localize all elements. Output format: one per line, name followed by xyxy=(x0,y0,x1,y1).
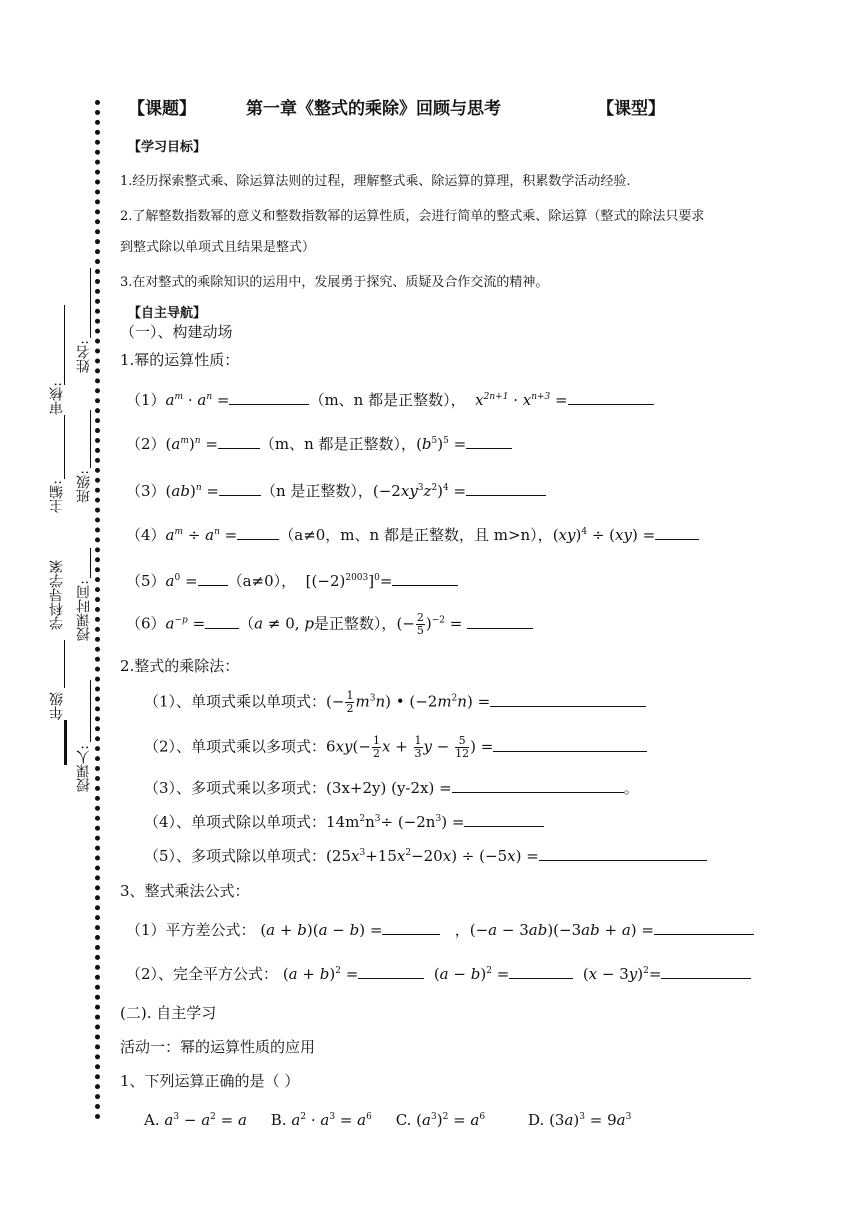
lesson-type-tag: 【课型】 xyxy=(597,99,665,119)
reviewer-line xyxy=(64,305,65,385)
page-title: 第一章《整式的乘除》回顾与思考 xyxy=(246,99,501,119)
editor-line xyxy=(64,415,65,479)
power-rules-title: 1.幂的运算性质： xyxy=(120,351,240,369)
editor-label: 主编: xyxy=(49,480,65,513)
goals-heading: 【学习目标】 xyxy=(128,140,207,155)
rule-4: $(4)a^m \div a^n = (a\ne 0$，m、n 都是正整数，且 m>n），(xy)$^4$ ÷ (xy) = xyxy=(126,524,699,545)
goal-3: 3.在对整式的乘除知识的运用中，发展勇于探究、质疑及合作交流的精神。 xyxy=(120,275,549,290)
option-d: D. xyxy=(528,1111,545,1129)
formula-2: （2）、完全平方公式： $(a + b)^2 = (a - b)^2 = (x - 3y)^2=$ xyxy=(126,963,751,984)
formula-1: （1）平方差公式： (a + b)(a − b) = ，(−a − 3ab)(−3ab + a) = xyxy=(126,919,754,940)
grade-label: 年级 xyxy=(49,692,65,720)
teacher-line xyxy=(90,680,91,742)
formula-title: 3、整式乘法公式： xyxy=(120,882,250,900)
lesson-tag: 【课题】 xyxy=(128,99,196,119)
goal-2-cont: 到整式除以单项式且结果是整式） xyxy=(120,240,316,255)
option-a: A. xyxy=(144,1111,160,1129)
binding-dotted-line xyxy=(95,100,107,1120)
class-label: 班级: xyxy=(76,470,92,503)
mul-rule-2: （2）、单项式乘以多项式：6xy(− $\frac{1}{2}$ x + $\frac{1}{3}$ y − $\frac{5}{12}$ ) = xyxy=(144,735,647,760)
section-2-title: (二). 自主学习 xyxy=(120,1004,217,1022)
grade-line xyxy=(64,640,65,688)
reviewer-label: 审核: xyxy=(49,382,65,415)
question-1-options: A. $a^3 - a^2 = a$ B. $a^2 \cdot a^3 = a^6$ C. $(a^3)^2 = a^6$ D. $(3a)^3 = 9a^3$ xyxy=(144,1111,632,1129)
rule-2: $(2)(a^m)^n = (m$、n 都是正整数），$(b^5)^5$ = xyxy=(126,433,512,454)
class-time-label: 授课时间: xyxy=(76,580,92,641)
rule-1: $(1)a^m \cdot a^n = (m$、n 都是正整数）， $x^{2n+1} \cdot x^{n+3}$ = xyxy=(126,389,654,410)
activity-1-title: 活动一：幂的运算性质的应用 xyxy=(120,1038,316,1056)
class-time-line xyxy=(90,548,91,578)
section-1-title: （一）、构建动场 xyxy=(120,323,233,341)
mul-rule-5: （5）、多项式除以单项式：$(25x^3+15x^2-20x) \div (-5x)$ = xyxy=(144,845,707,866)
nav-heading: 【自主导航】 xyxy=(128,306,207,321)
rule-6: $(6)a^{-p} = (a \ne 0$, p是正整数），(− $\frac{2}{5}$ )$^{-2}$ = xyxy=(126,612,533,637)
mul-rule-1: （1）、单项式乘以单项式：(− $\frac{1}{2}$ $m^3n$) • $(-2m^2n)$ = xyxy=(144,690,646,715)
rule-3: （3）(ab)$^n$ = （n 是正整数），$(-2xy^3z^2)^4$ = xyxy=(126,480,546,501)
teacher-label: 授课人: xyxy=(76,745,92,792)
subject-plan-label: 学科导学案 xyxy=(49,560,65,630)
mul-rule-4: （4）、单项式除以单项式：$14m^2n^3\div (-2n^3)$ = xyxy=(144,811,544,832)
goal-2: 2.了解整数指数幂的意义和整数指数幂的运算性质，会进行简单的整式乘、除运算（整式的除法只要求 xyxy=(120,209,705,224)
name-label: 姓名: xyxy=(76,340,92,373)
goal-1: 1.经历探索整式乘、除运算法则的过程，理解整式乘、除运算的算理，积累数学活动经验. xyxy=(120,174,631,189)
question-1: 1、下列运算正确的是（ ） xyxy=(120,1072,300,1090)
rule-5: $(5)a^0 = (a\ne 0)$， $[(-2)^{2003}]^0=$ xyxy=(126,570,458,591)
grade-thick-line xyxy=(64,720,67,765)
mul-rule-3: （3）、多项式乘以多项式：(3x+2y) (y-2x) = 。 xyxy=(144,779,639,797)
option-c: C. xyxy=(395,1111,412,1129)
option-b: B. xyxy=(270,1111,287,1129)
class-line xyxy=(90,410,91,468)
name-line xyxy=(90,268,91,338)
multiplication-title: 2.整式的乘除法： xyxy=(120,657,240,675)
